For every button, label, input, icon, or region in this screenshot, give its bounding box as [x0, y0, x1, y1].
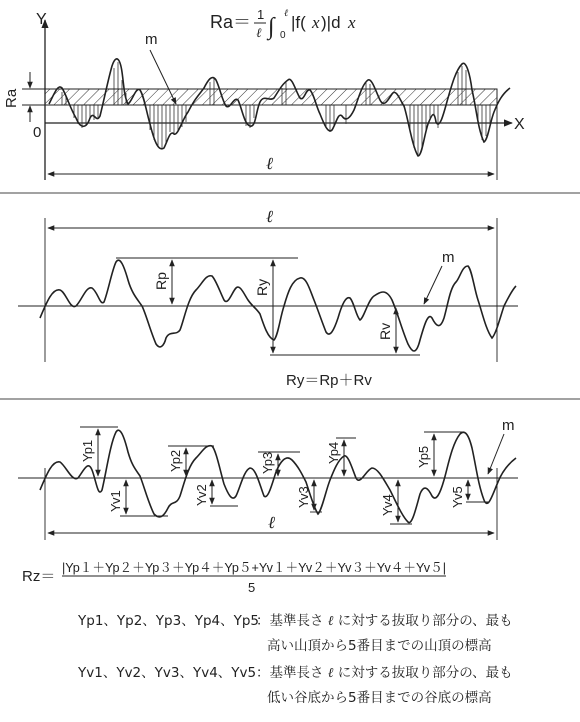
svg-text:x: x	[312, 13, 320, 32]
yv3-label: Yv3	[296, 486, 311, 508]
rz-mean-label: m	[502, 417, 515, 434]
ra-dim-label: Ra	[3, 88, 20, 108]
yv5-label: Yv5	[450, 486, 465, 508]
peak-note-line2: 高い山頂から5番目までの山頂の標高	[267, 638, 492, 654]
peak-note-symbols: Yp1、Yp2、Yp3、Yp4、Yp5	[78, 613, 260, 629]
ra-formula	[210, 7, 356, 41]
ra-band	[45, 89, 497, 105]
ry-panel	[18, 207, 518, 389]
rp-label: Rp	[153, 272, 169, 290]
yv1-label: Yv1	[108, 490, 123, 512]
y-axis-label: Y	[36, 11, 47, 28]
svg-text:ℓ: ℓ	[256, 25, 262, 40]
rz-formula-numerator: |Yp１＋Yp２＋Yp３＋Yp４＋Yp５+Yv１＋Yv２＋Yv３＋Yv４＋Yv５|	[62, 560, 446, 575]
svg-text:)|d: )|d	[321, 13, 341, 32]
yp1-label: Yp1	[80, 439, 95, 462]
svg-text:0: 0	[280, 30, 286, 41]
peak-note-line1: ：基準長さ ℓ に対する抜取り部分の、最も	[256, 613, 513, 629]
svg-text:1: 1	[257, 7, 265, 22]
yp4-label: Yp4	[326, 441, 341, 464]
rz-formula-denominator: 5	[248, 580, 256, 595]
svg-text:|f(: |f(	[291, 13, 306, 32]
mean-line-label: m	[145, 31, 158, 48]
yv2-label: Yv2	[194, 484, 209, 506]
valley-note-line1: ：基準長さ ℓ に対する抜取り部分の、最も	[256, 665, 513, 681]
svg-text:Ra＝: Ra＝	[210, 12, 252, 32]
svg-text:x: x	[348, 13, 356, 32]
rz-length-label: ℓ	[268, 513, 276, 532]
sampling-length-label: ℓ	[266, 154, 274, 173]
rz-formula-lhs: Rz＝	[22, 568, 56, 585]
yv4-label: Yv4	[380, 494, 395, 516]
ry-formula: Ry＝Rp＋Rv	[286, 372, 372, 389]
ra-panel	[3, 7, 525, 180]
yp2-label: Yp2	[168, 449, 183, 472]
valley-note-symbols: Yv1、Yv2、Yv3、Yv4、Yv5	[78, 665, 257, 681]
svg-text:∫: ∫	[268, 14, 275, 40]
ry-label: Ry	[254, 278, 270, 296]
yp3-label: Yp3	[260, 451, 275, 474]
svg-text:ℓ: ℓ	[284, 8, 289, 19]
profile-hatching	[62, 62, 490, 155]
ry-length-label: ℓ	[266, 207, 274, 226]
origin-label: 0	[33, 124, 42, 141]
ry-mean-label: m	[442, 249, 455, 266]
valley-note-line2: 低い谷底から5番目までの谷底の標高	[267, 690, 492, 706]
rv-label: Rv	[377, 322, 393, 340]
yp5-label: Yp5	[416, 445, 431, 468]
rz-panel	[18, 417, 518, 595]
x-axis-label: X	[514, 116, 525, 133]
